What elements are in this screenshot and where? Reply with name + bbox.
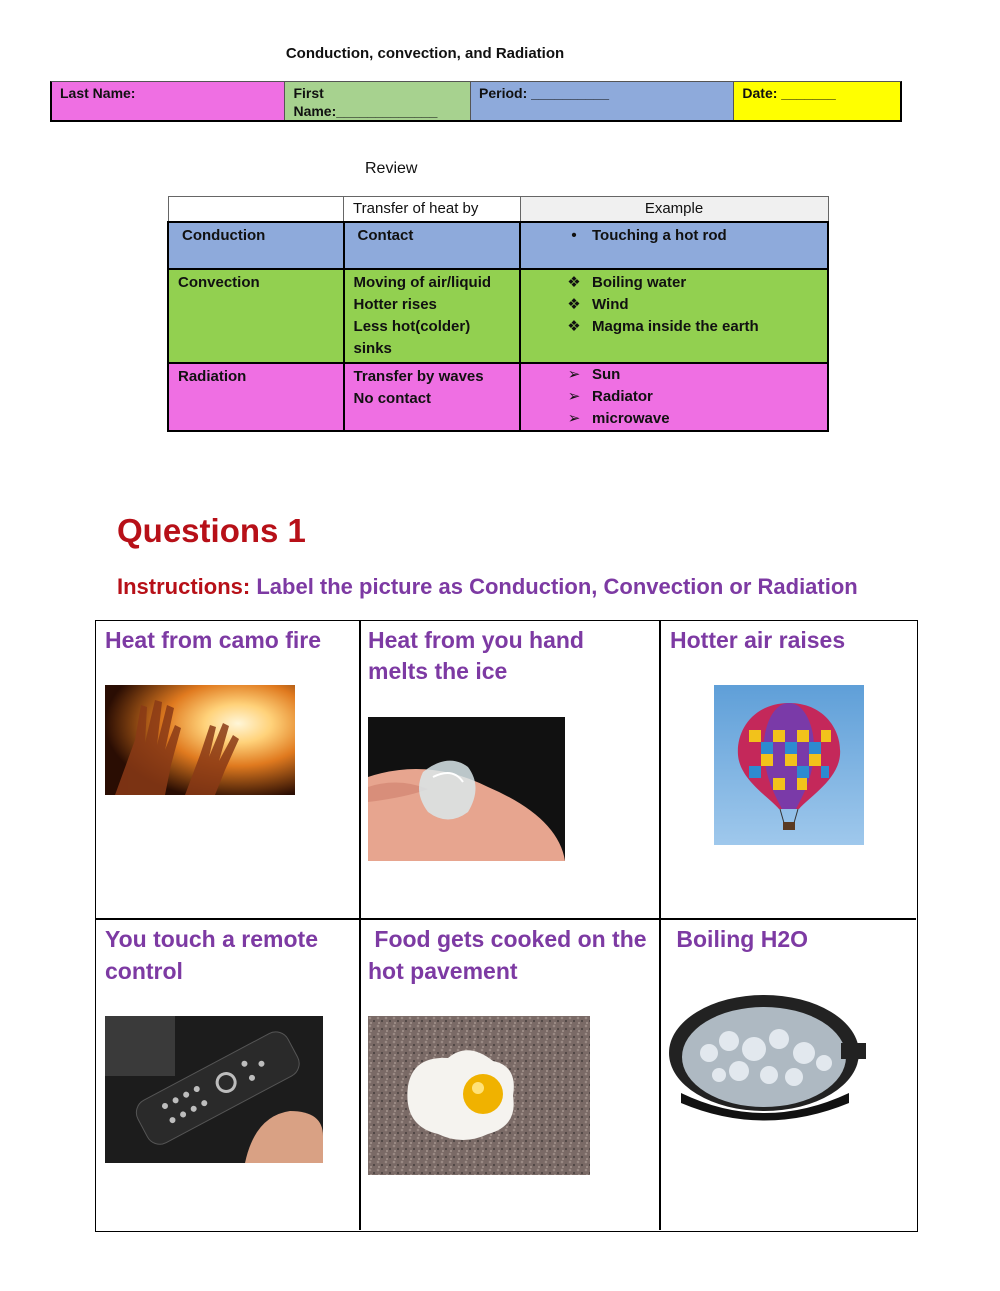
ice-in-hand-image (368, 717, 565, 861)
example-item: ➢ Radiator (562, 386, 818, 408)
transfer-line: No contact (353, 390, 432, 407)
transfer-line: Contact (357, 227, 414, 244)
example-cell (520, 363, 828, 431)
question-cell[interactable] (96, 621, 359, 918)
transfer-line: Hotter rises (353, 296, 437, 313)
picture-grid (95, 620, 918, 1232)
transfer-cell (344, 363, 520, 431)
arrow-bullet-icon: ➢ (567, 388, 581, 405)
table-row-conduction (168, 222, 828, 269)
period-field[interactable] (471, 82, 734, 120)
last-name-label: Last Name: (60, 85, 136, 101)
date-label: Date: _______ (742, 85, 836, 101)
first-name-field[interactable] (285, 82, 471, 120)
first-name-label-line1: First (293, 85, 324, 101)
type-cell: Conduction (168, 222, 344, 269)
boiling-water-image (669, 983, 866, 1135)
question-cell[interactable] (360, 920, 659, 1230)
period-label: Period: __________ (479, 85, 609, 101)
transfer-cell (344, 269, 520, 363)
example-item: • Touching a hot rod (562, 225, 818, 247)
question-caption-line1: Food gets cooked on the (368, 926, 647, 952)
review-heading: Review (365, 160, 418, 177)
question-caption: Boiling H2O (670, 926, 808, 952)
example-item: ➢ Sun (562, 364, 818, 386)
example-item: ❖ Wind (562, 294, 818, 316)
question-cell[interactable] (661, 920, 916, 1230)
remote-control-image (105, 1016, 323, 1163)
example-cell (520, 222, 828, 269)
question-cell[interactable] (96, 920, 359, 1230)
arrow-bullet-icon: ➢ (567, 410, 581, 427)
first-name-label-line2: Name:_____________ (293, 103, 438, 119)
bullet-icon: • (571, 227, 577, 244)
question-caption-line1: You touch a remote (105, 926, 318, 952)
arrow-bullet-icon: ➢ (567, 366, 581, 383)
example-cell (520, 269, 828, 363)
question-caption: Hotter air raises (670, 627, 846, 653)
example-item: ❖ Magma inside the earth (562, 316, 818, 338)
question-caption-line2: control (105, 958, 183, 984)
header-example: Example (520, 197, 828, 223)
review-table-header (168, 197, 828, 223)
last-name-field[interactable] (52, 82, 285, 120)
question-cell[interactable] (661, 621, 916, 918)
question-caption-line2: melts the ice (368, 658, 508, 684)
student-info-bar (50, 81, 902, 122)
date-field[interactable] (734, 82, 900, 120)
transfer-line: Less hot(colder) (353, 318, 471, 335)
question-caption-line2: hot pavement (368, 958, 518, 984)
table-row-convection (168, 269, 828, 363)
instructions-label: Instructions: (117, 574, 251, 599)
question-cell[interactable] (360, 621, 659, 918)
question-caption-line1: Heat from you hand (368, 627, 584, 653)
transfer-cell (344, 222, 520, 269)
header-blank-cell (168, 197, 344, 223)
example-item: ➢ microwave (562, 408, 818, 430)
hot-air-balloon-image (714, 685, 864, 845)
table-row-radiation (168, 363, 828, 431)
document-title: Conduction, convection, and Radiation (285, 45, 565, 62)
instructions (117, 574, 858, 600)
questions-title: Questions 1 (117, 512, 306, 549)
transfer-line: sinks (353, 340, 392, 357)
diamond-bullet-icon: ❖ (567, 318, 581, 335)
transfer-line: Transfer by waves (353, 368, 484, 385)
diamond-bullet-icon: ❖ (567, 296, 581, 313)
hands-fire-image (105, 685, 295, 795)
egg-on-pavement-image (368, 1016, 590, 1175)
type-cell: Convection (168, 269, 344, 363)
example-item: ❖ Boiling water (562, 272, 818, 294)
type-cell: Radiation (168, 363, 344, 431)
transfer-line: Moving of air/liquid (353, 274, 492, 291)
review-table (167, 196, 829, 432)
question-caption: Heat from camo fire (105, 627, 322, 653)
instructions-text: Label the picture as Conduction, Convection or Radiation (250, 574, 858, 599)
header-transfer: Transfer of heat by (344, 197, 520, 223)
diamond-bullet-icon: ❖ (567, 274, 581, 291)
